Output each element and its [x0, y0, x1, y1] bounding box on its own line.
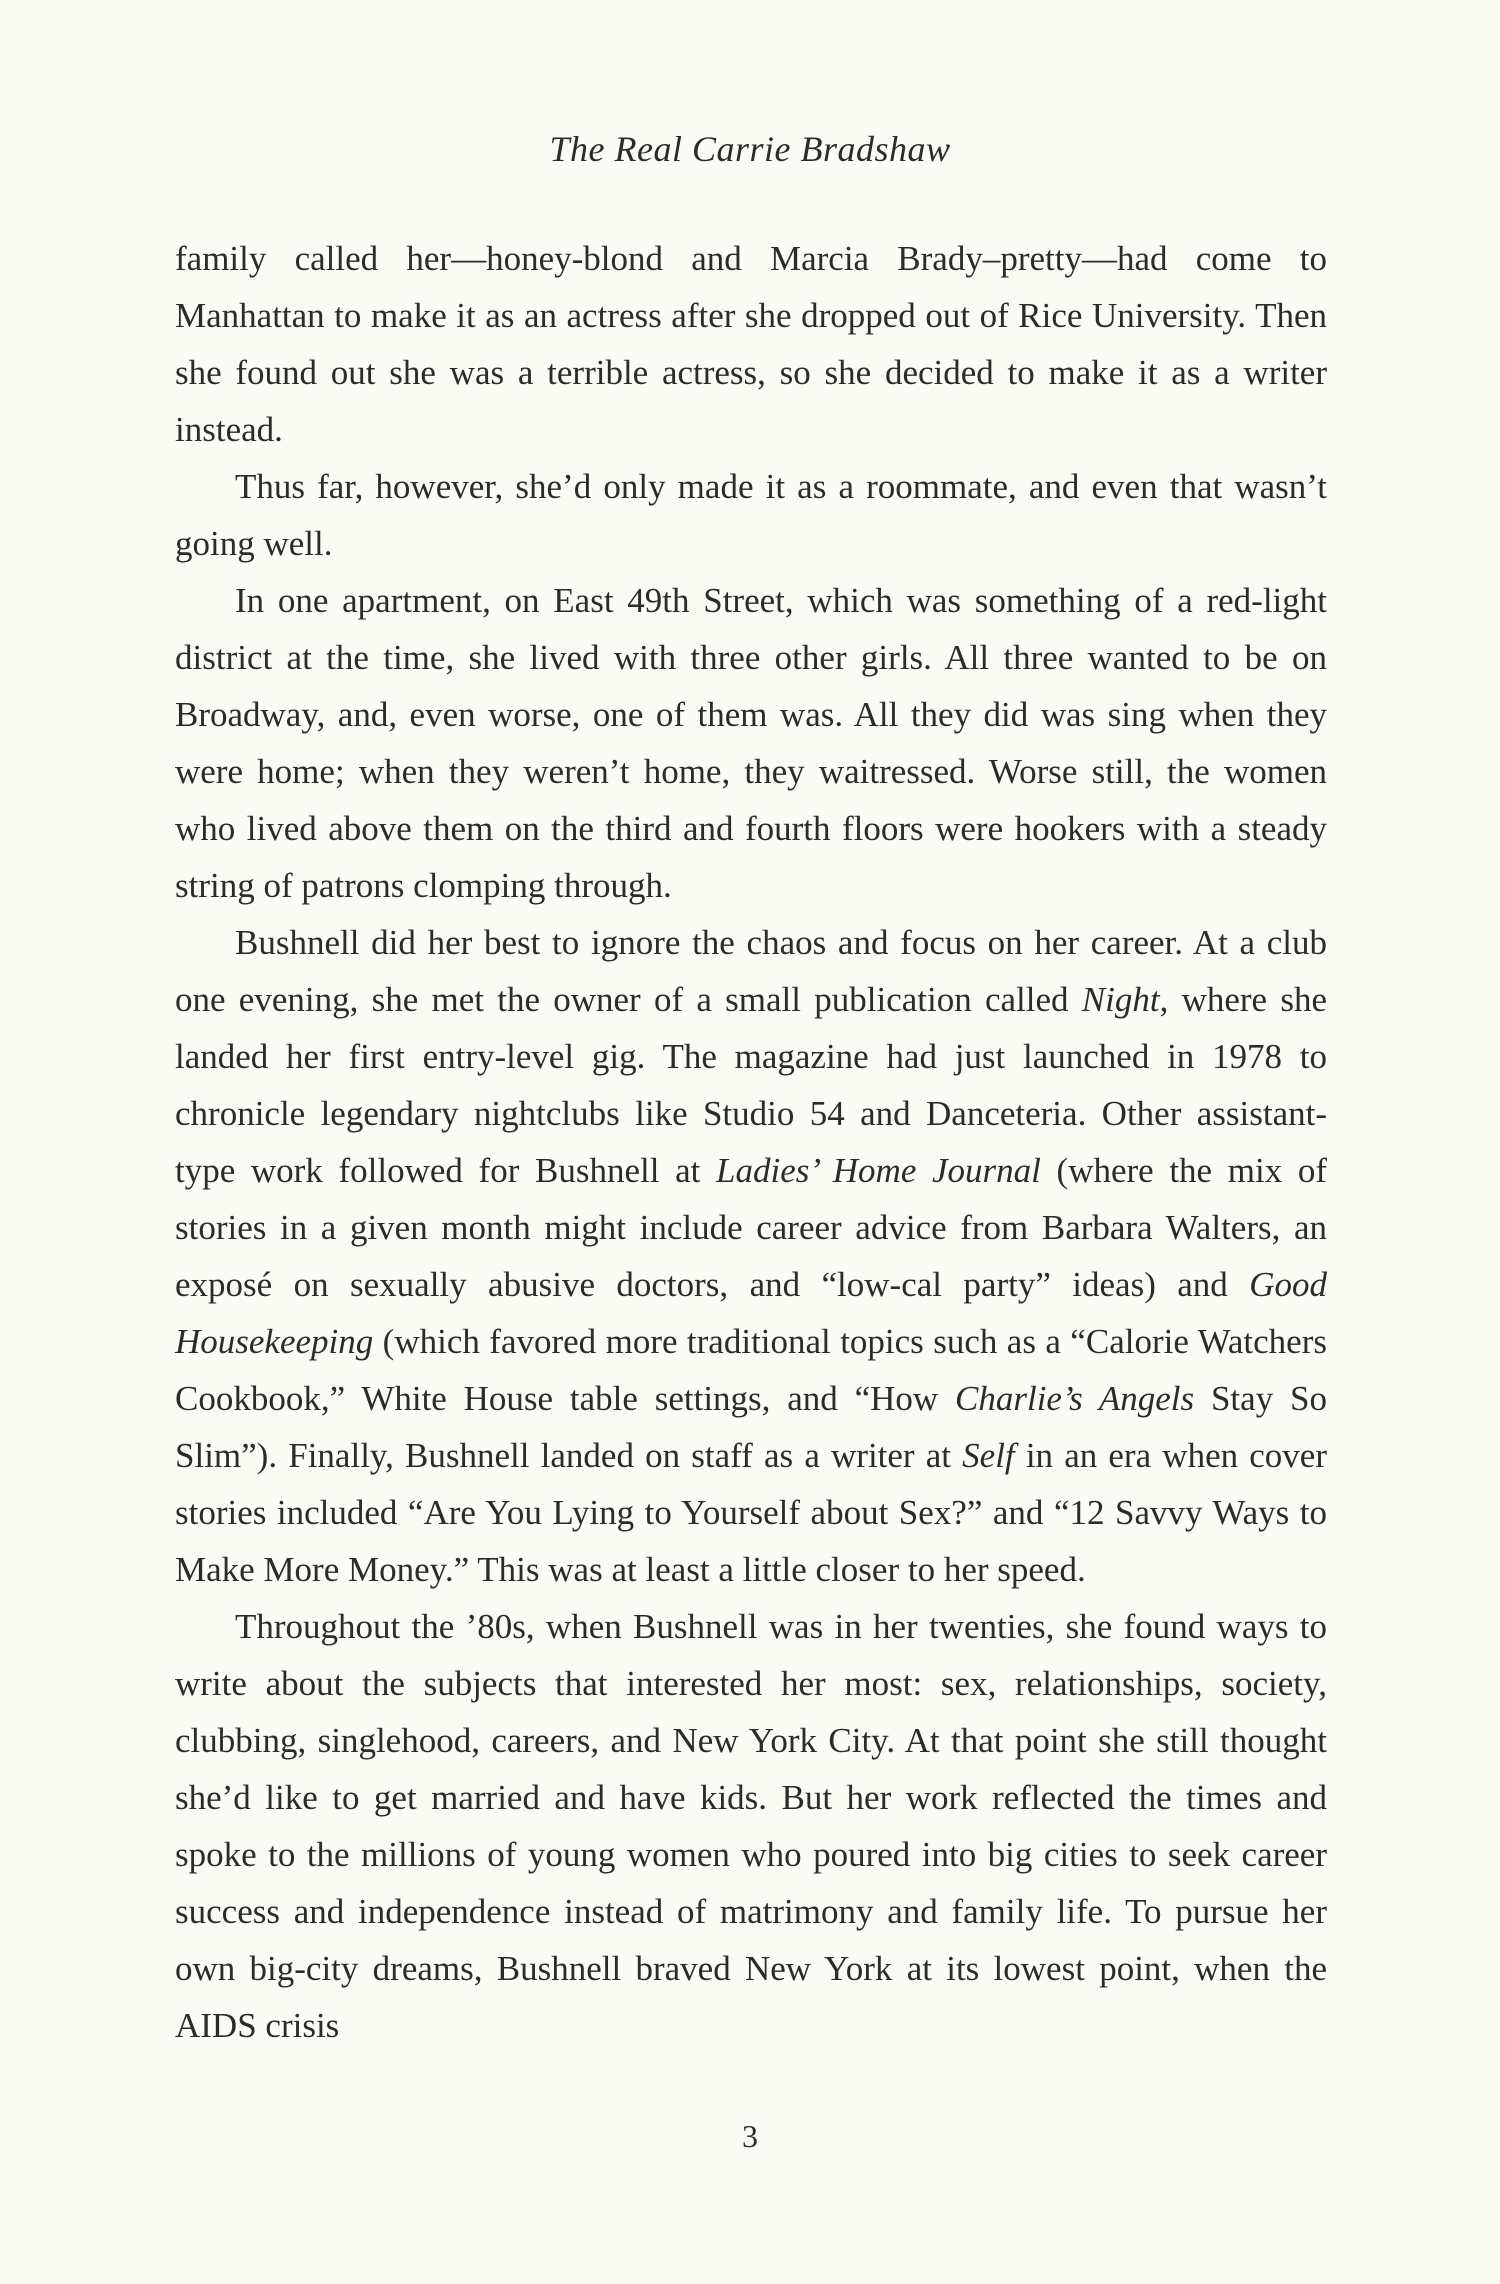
text-segment: Thus far, however, she’d only made it as a roommate, and even that wasn’t going well. — [175, 467, 1327, 563]
text-segment: Stay So Slim”). Finally, Bushnell landed on staff as a writer at — [175, 1379, 1327, 1475]
page-number: 3 — [742, 2118, 758, 2154]
text-segment: In one apartment, on East 49th Street, which was something of a red-light district at the time, she lived with three other girls. All three wanted to be on Broadway, and, even worse, one of them was. All they did was sing when they were home; when they weren’t home, they waitressed. Worse still, the women who lived above them on the third and fourth floors were hookers with a steady string of patrons clomping through. — [175, 581, 1327, 905]
paragraph — [175, 914, 1327, 1598]
italic-title: Charlie’s Angels — [955, 1379, 1195, 1418]
text-segment: , where she landed her first entry-level gig. The magazine had just launched in 1978 to chronicle legendary nightclubs like Studio 54 and Danceteria. Other assistant-type work followed for Bushnell at — [175, 980, 1327, 1190]
text-segment: family called her—honey-blond and Marcia Brady–pretty—had come to Manhattan to make it as an actress after she dropped out of Rice University. Then she found out she was a terrible actress, so she decided to make it as a writer instead. — [175, 239, 1327, 449]
paragraph — [175, 458, 1327, 572]
text-segment: in an era when cover stories included “Are You Lying to Yourself about Sex?” and “12 Savvy Ways to Make More Money.” This was at least a little closer to her speed. — [175, 1436, 1327, 1589]
italic-title: Self — [962, 1436, 1015, 1475]
text-segment: Bushnell did her best to ignore the chaos and focus on her career. At a club one evening, she met the owner of a small publication called — [175, 923, 1327, 1019]
italic-title: Night — [1081, 980, 1160, 1019]
body-text — [175, 230, 1327, 2054]
italic-title: Good Housekeeping — [175, 1265, 1327, 1361]
paragraph — [175, 572, 1327, 914]
paragraph — [175, 230, 1327, 458]
running-head: The Real Carrie Bradshaw — [549, 129, 951, 169]
paragraph — [175, 1598, 1327, 2054]
italic-title: Ladies’ Home Journal — [716, 1151, 1041, 1190]
text-segment: (where the mix of stories in a given month might include career advice from Barbara Walters, an exposé on sexually abusive doctors, and “low-cal party” ideas) and — [175, 1151, 1327, 1304]
text-segment: Throughout the ’80s, when Bushnell was in her twenties, she found ways to write about the subjects that interested her most: sex, relationships, society, clubbing, singlehood, careers, and New York City. At that point she still thought she’d like to get married and have kids. But her work reflected the times and spoke to the millions of young women who poured into big cities to seek career success and independence instead of matrimony and family life. To pursue her own big-city dreams, Bushnell braved New York at its lowest point, when the AIDS crisis — [175, 1607, 1327, 2045]
text-segment: (which favored more traditional topics such as a “Calorie Watchers Cookbook,” White House table settings, and “How — [175, 1322, 1327, 1418]
